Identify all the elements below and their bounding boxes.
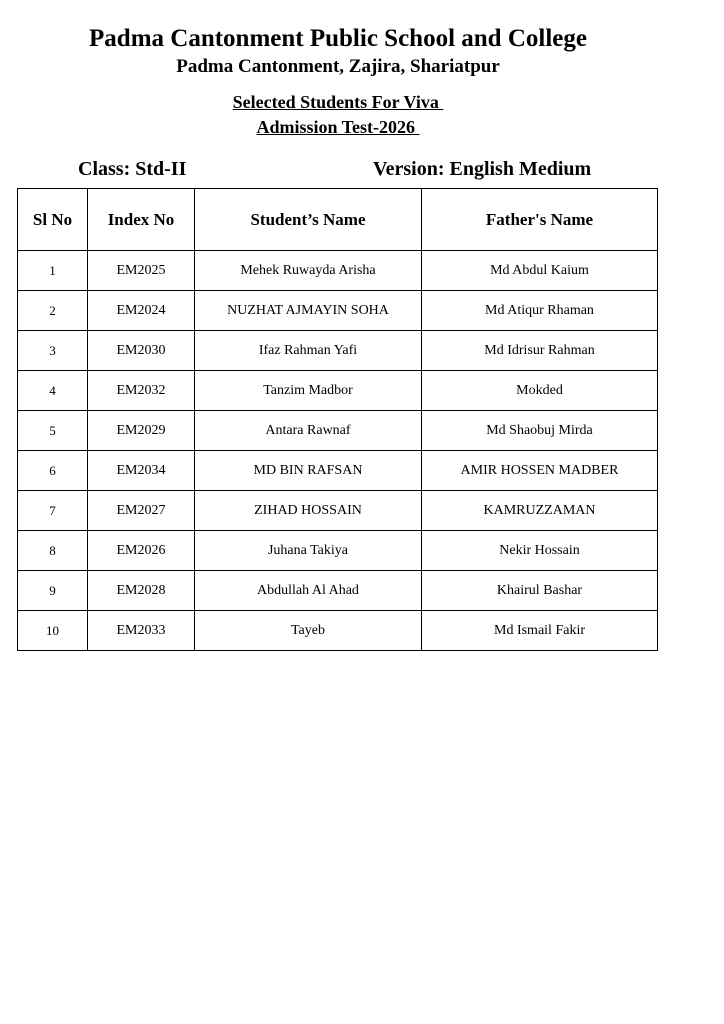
class-label: Class: Std-II: [78, 158, 187, 180]
cell-sl-no: 3: [18, 331, 88, 371]
table-row: [18, 291, 658, 331]
cell-index-no: EM2029: [88, 411, 195, 451]
table-row: [18, 411, 658, 451]
cell-sl-no: 1: [18, 251, 88, 291]
notice-subtitle: [0, 116, 676, 138]
cell-father-name: Md Idrisur Rahman: [422, 331, 658, 371]
cell-student-name: Tanzim Madbor: [195, 371, 422, 411]
table-row: [18, 611, 658, 651]
table-row: [18, 491, 658, 531]
column-header-student-name: Student’s Name: [195, 189, 422, 251]
column-header-index-no: Index No: [88, 189, 195, 251]
cell-student-name: Ifaz Rahman Yafi: [195, 331, 422, 371]
cell-index-no: EM2030: [88, 331, 195, 371]
cell-sl-no: 7: [18, 491, 88, 531]
table-header-row: [18, 189, 658, 251]
cell-father-name: KAMRUZZAMAN: [422, 491, 658, 531]
cell-student-name: Juhana Takiya: [195, 531, 422, 571]
cell-father-name: Khairul Bashar: [422, 571, 658, 611]
cell-sl-no: 5: [18, 411, 88, 451]
cell-sl-no: 6: [18, 451, 88, 491]
school-address: Padma Cantonment, Zajira, Shariatpur: [176, 56, 500, 77]
cell-sl-no: 9: [18, 571, 88, 611]
cell-sl-no: 10: [18, 611, 88, 651]
cell-index-no: EM2027: [88, 491, 195, 531]
selected-students-table: [17, 188, 658, 651]
cell-father-name: Nekir Hossain: [422, 531, 658, 571]
cell-index-no: EM2033: [88, 611, 195, 651]
cell-father-name: Md Atiqur Rhaman: [422, 291, 658, 331]
cell-father-name: Mokded: [422, 371, 658, 411]
cell-student-name: Tayeb: [195, 611, 422, 651]
cell-index-no: EM2024: [88, 291, 195, 331]
school-name: Padma Cantonment Public School and College: [89, 25, 587, 52]
table-row: [18, 371, 658, 411]
cell-index-no: EM2034: [88, 451, 195, 491]
cell-index-no: EM2032: [88, 371, 195, 411]
cell-student-name: Mehek Ruwayda Arisha: [195, 251, 422, 291]
cell-sl-no: 4: [18, 371, 88, 411]
cell-father-name: Md Abdul Kaium: [422, 251, 658, 291]
notice-title-line-2: Admission Test-2026: [256, 117, 420, 137]
cell-father-name: AMIR HOSSEN MADBER: [422, 451, 658, 491]
cell-sl-no: 2: [18, 291, 88, 331]
cell-father-name: Md Shaobuj Mirda: [422, 411, 658, 451]
cell-student-name: ZIHAD HOSSAIN: [195, 491, 422, 531]
cell-index-no: EM2026: [88, 531, 195, 571]
column-header-sl-no: Sl No: [18, 189, 88, 251]
cell-father-name: Md Ismail Fakir: [422, 611, 658, 651]
cell-student-name: Abdullah Al Ahad: [195, 571, 422, 611]
table-row: [18, 331, 658, 371]
cell-student-name: Antara Rawnaf: [195, 411, 422, 451]
notice-title-line-1: Selected Students For Viva: [232, 92, 444, 112]
cell-index-no: EM2028: [88, 571, 195, 611]
table-row: [18, 451, 658, 491]
column-header-father-name: Father's Name: [422, 189, 658, 251]
cell-sl-no: 8: [18, 531, 88, 571]
table-row: [18, 251, 658, 291]
table-row: [18, 571, 658, 611]
table-row: [18, 531, 658, 571]
version-label: Version: English Medium: [373, 158, 592, 180]
cell-index-no: EM2025: [88, 251, 195, 291]
notice-title: [0, 91, 676, 113]
cell-student-name: MD BIN RAFSAN: [195, 451, 422, 491]
cell-student-name: NUZHAT AJMAYIN SOHA: [195, 291, 422, 331]
